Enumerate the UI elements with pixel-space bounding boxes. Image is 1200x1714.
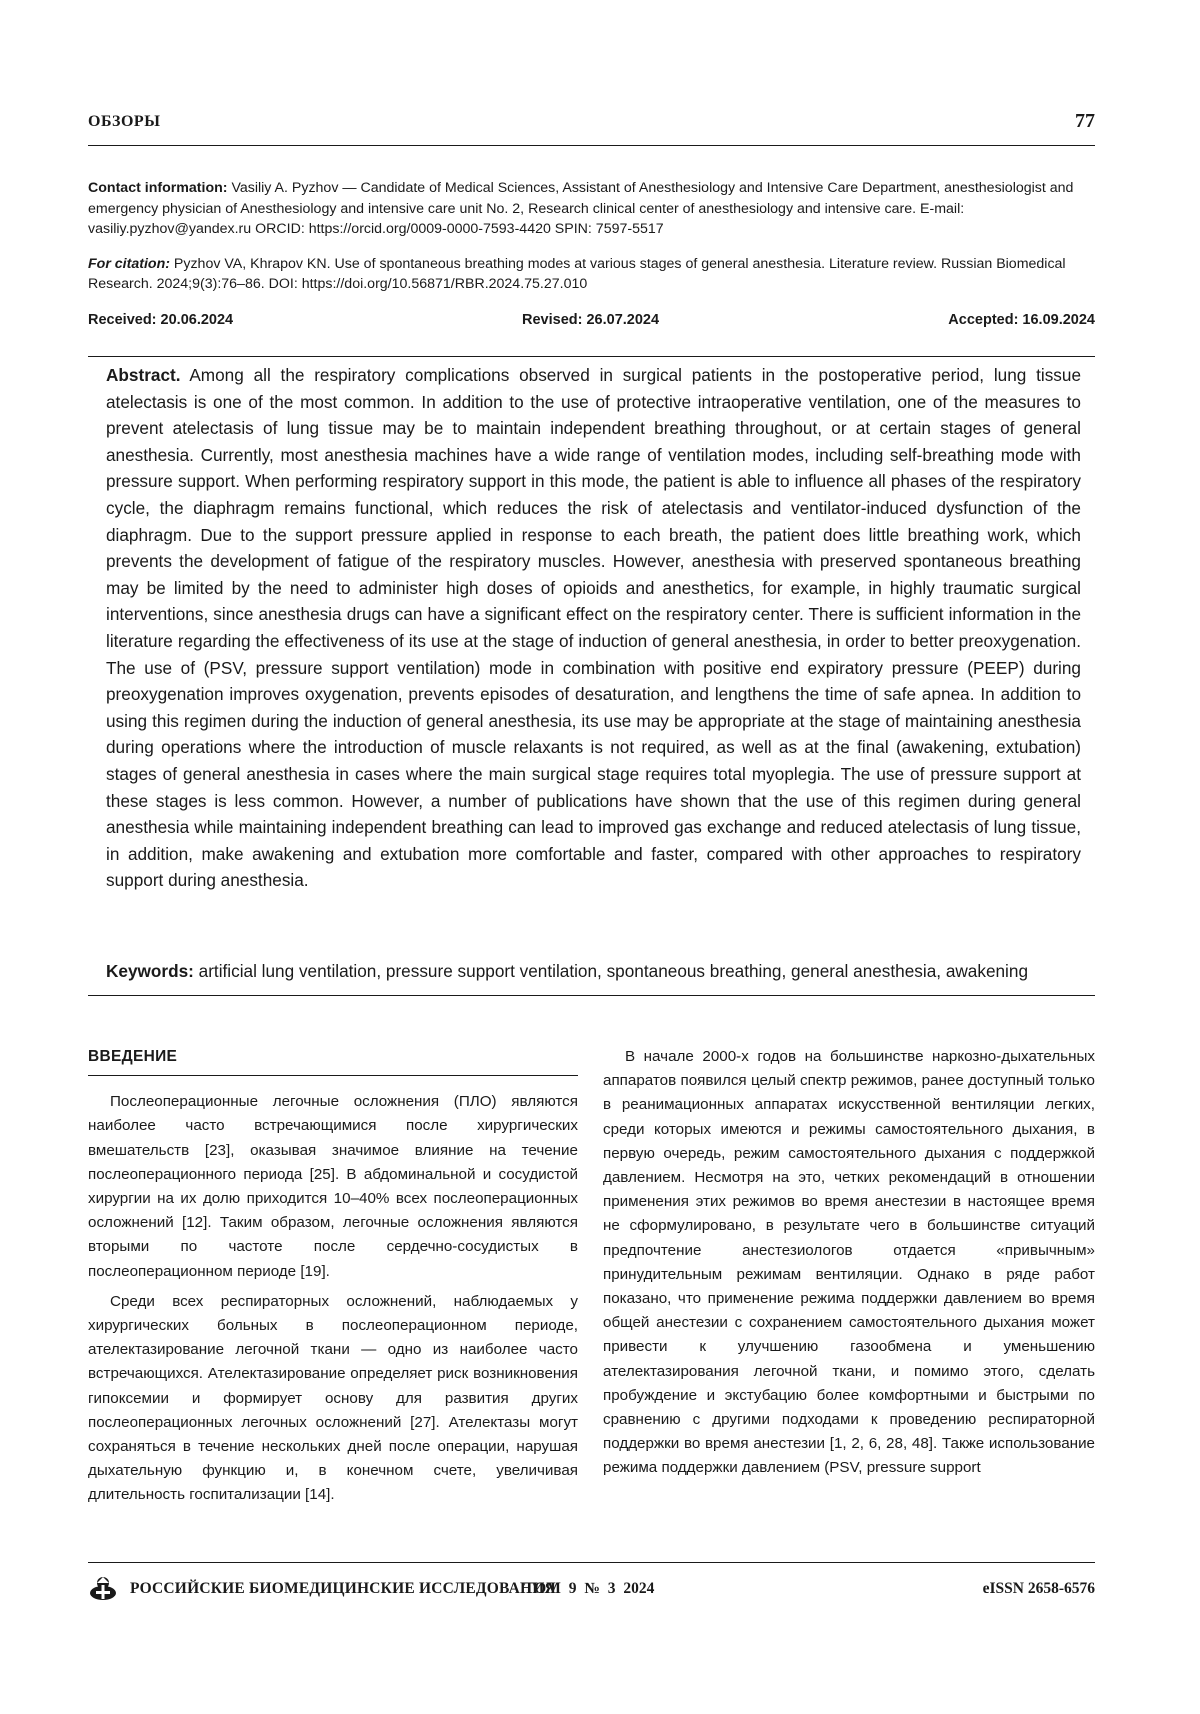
contact-text: Vasiliy A. Pyzhov — Candidate of Medical Sciences, Assistant of Anesthesiology and Intensive Care Department, anesthesiologist and emergency physician of Anesthesiology and intensive care unit No. 2, Research clinical center of anesthesiology and intensive care. E-mail: vasiliy.pyzhov@yandex.ru ORCID: https://orcid.org/0009-0000-7593-4420 SPIN: 7597-5517	[88, 180, 1074, 237]
accepted-date: Accepted: 16.09.2024	[948, 312, 1095, 328]
section-name: ОБЗОРЫ	[88, 113, 161, 130]
abstract-text: Among all the respiratory complications observed in surgical patients in the postoperative period, lung tissue atelectasis is one of the most common. In addition to the use of protective intraoperative ventilation, one of the measures to prevent atelectasis of lung tissue may be to maintain independent breathing throughout, or at certain stages of general anesthesia. Currently, most anesthesia machines have a wide range of ventilation modes, including self-breathing mode with pressure support. When performing respiratory support in this mode, the patient is able to influence all phases of the respiratory cycle, the diaphragm remains functional, which reduces the risk of atelectasis and ventilator-induced dysfunction of the diaphragm. Due to the support pressure applied in response to each breath, the patient does little breathing work, which prevents the development of fatigue of the respiratory muscles. However, anesthesia with preserved spontaneous breathing may be limited by the need to administer high doses of opioids and anesthetics, for example, in highly traumatic surgical interventions, since anesthesia drugs can have a significant effect on the respiratory center. There is sufficient information in the literature regarding the effectiveness of its use at the stage of induction of general anesthesia, in order to better preoxygenation. The use of (PSV, pressure support ventilation) mode in combination with positive end expiratory pressure (PEEP) during preoxygenation improves oxygenation, prevents episodes of desaturation, and lengthens the time of safe apnea. In addition to using this regimen during the induction of general anesthesia, its use may be appropriate at the stage of maintaining anesthesia during operations where the introduction of muscle relaxants is not required, as well as at the final (awakening, extubation) stages of general anesthesia in cases where the main surgical stage requires total myoplegia. The use of pressure support at these stages is less common. However, a number of publications have shown that the use of this regimen during general anesthesia while maintaining independent breathing can lead to improved gas exchange and reduced atelectasis of lung tissue, in addition, make awakening and extubation more comfortable and faster, compared with other approaches to respiratory support during anesthesia.	[106, 365, 1081, 891]
issn: eISSN 2658-6576	[982, 1580, 1095, 1597]
article-dates	[88, 312, 1095, 357]
page-number: 77	[1075, 110, 1095, 132]
running-header	[88, 110, 1095, 146]
abstract	[106, 362, 1081, 894]
body-column-right	[603, 1045, 1095, 1487]
keywords-divider	[88, 995, 1095, 996]
running-footer	[88, 1562, 1095, 1603]
abstract-label: Abstract.	[106, 365, 181, 385]
contact-information	[88, 178, 1095, 240]
body-paragraph: Послеоперационные легочные осложнения (ПЛО) являются наиболее часто встречающимися после хирургических вмешательств [23], оказывая значимое влияние на течение послеоперационного периода [25]. В абдоминальной и сосудистой хирургии на их долю приходится 10–40% всех послеоперационных осложнений [12]. Таким образом, легочные осложнения являются вторыми по частоте после сердечно-сосудистых в послеоперационном периоде [19].	[88, 1093, 578, 1280]
revised-date: Revised: 26.07.2024	[522, 312, 660, 328]
journal-emblem-icon	[88, 1575, 118, 1603]
keywords-text: artificial lung ventilation, pressure support ventilation, spontaneous breathing, general anesthesia, awakening	[193, 961, 1028, 981]
keywords	[106, 958, 1095, 984]
issue-info: ТОМ 9 № 3 2024	[524, 1580, 655, 1597]
keywords-label: Keywords:	[106, 961, 194, 981]
citation-label: For citation:	[88, 255, 170, 272]
contact-label: Contact information:	[88, 180, 228, 196]
received-date: Received: 20.06.2024	[88, 312, 234, 328]
journal-name: РОССИЙСКИЕ БИОМЕДИЦИНСКИЕ ИССЛЕДОВАНИЯ	[130, 1580, 556, 1597]
section-heading: ВВЕДЕНИЕ	[88, 1045, 578, 1076]
body-paragraph: Среди всех респираторных осложнений, наблюдаемых у хирургических больных в послеоперационном периоде, ателектазирование легочной ткани — одно из наиболее часто встречающихся. Ателектазирование определяет риск возникновения гипоксемии и формирует основу для развития других послеоперационных легочных осложнений [27]. Ателектазы могут сохраняться в течение нескольких дней после операции, нарушая дыхательную функцию и, в конечном счете, увеличивая длительность госпитализации [14].	[88, 1292, 578, 1504]
citation-text: Pyzhov VA, Khrapov KN. Use of spontaneous breathing modes at various stages of general anesthesia. Literature review. Russian Biomedical Research. 2024;9(3):76–86. DOI: https://doi.org/10.56871/RBR.2024.75.27.010	[88, 255, 1066, 292]
citation	[88, 254, 1095, 295]
body-paragraph: В начале 2000-х годов на большинстве наркозно-дыхательных аппаратов появился целый спектр режимов, ранее доступный только в реанимационных аппаратах искусственной вентиляции легких, среди которых имеются и режимы самостоятельного дыхания, в первую очередь, режим самостоятельного дыхания с поддержкой давлением. Несмотря на это, четких рекомендаций в отношении применения этих режимов во время анестезии в настоящее время не сформулировано, в результате чего в большинстве ситуаций предпочтение анестезиологов отдается «привычным» принудительным режимам вентиляции. Однако в ряде работ показано, что применение режима поддержки давлением во время общей анестезии с сохранением самостоятельного дыхания может привести к улучшению газообмена и уменьшению ателектазирования легочной ткани, и помимо этого, сделать пробуждение и экстубацию более комфортными и быстрыми по сравнению с другими подходами к проведению респираторной поддержки во время анестезии [1, 2, 6, 28, 48]. Также использование режима поддержки давлением (PSV, pressure support	[603, 1048, 1095, 1477]
article-metadata	[88, 178, 1095, 309]
journal-page	[88, 0, 1095, 1714]
body-column-left	[88, 1045, 578, 1514]
